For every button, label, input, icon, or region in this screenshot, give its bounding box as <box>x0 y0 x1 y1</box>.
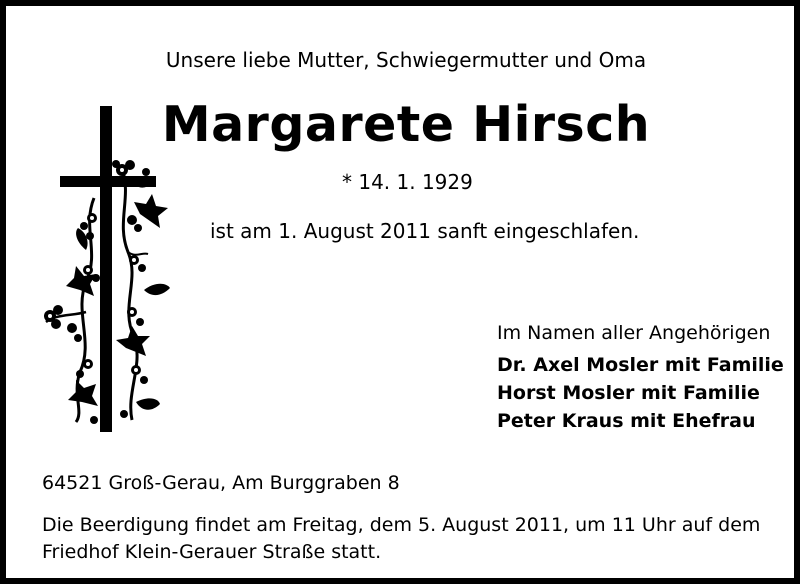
intro-line: Unsere liebe Mutter, Schwiegermutter und Oma <box>165 48 647 72</box>
address-line: 64521 Groß-Gerau, Am Burggraben 8 <box>42 472 400 494</box>
death-statement: ist am 1. August 2011 sanft eingeschlafen. <box>210 219 640 243</box>
family-member: Dr. Axel Mosler mit Familie <box>497 354 784 376</box>
family-member: Peter Kraus mit Ehefrau <box>497 410 756 432</box>
birth-date: * 14. 1. 1929 <box>342 170 473 194</box>
signoff-line: Im Namen aller Angehörigen <box>497 322 771 344</box>
deceased-name: Margarete Hirsch <box>161 96 651 153</box>
family-member: Horst Mosler mit Familie <box>497 382 760 404</box>
funeral-info: Die Beerdigung findet am Freitag, dem 5. August 2011, um 11 Uhr auf dem Friedhof Klein-Gerauer Straße statt. <box>42 514 761 563</box>
